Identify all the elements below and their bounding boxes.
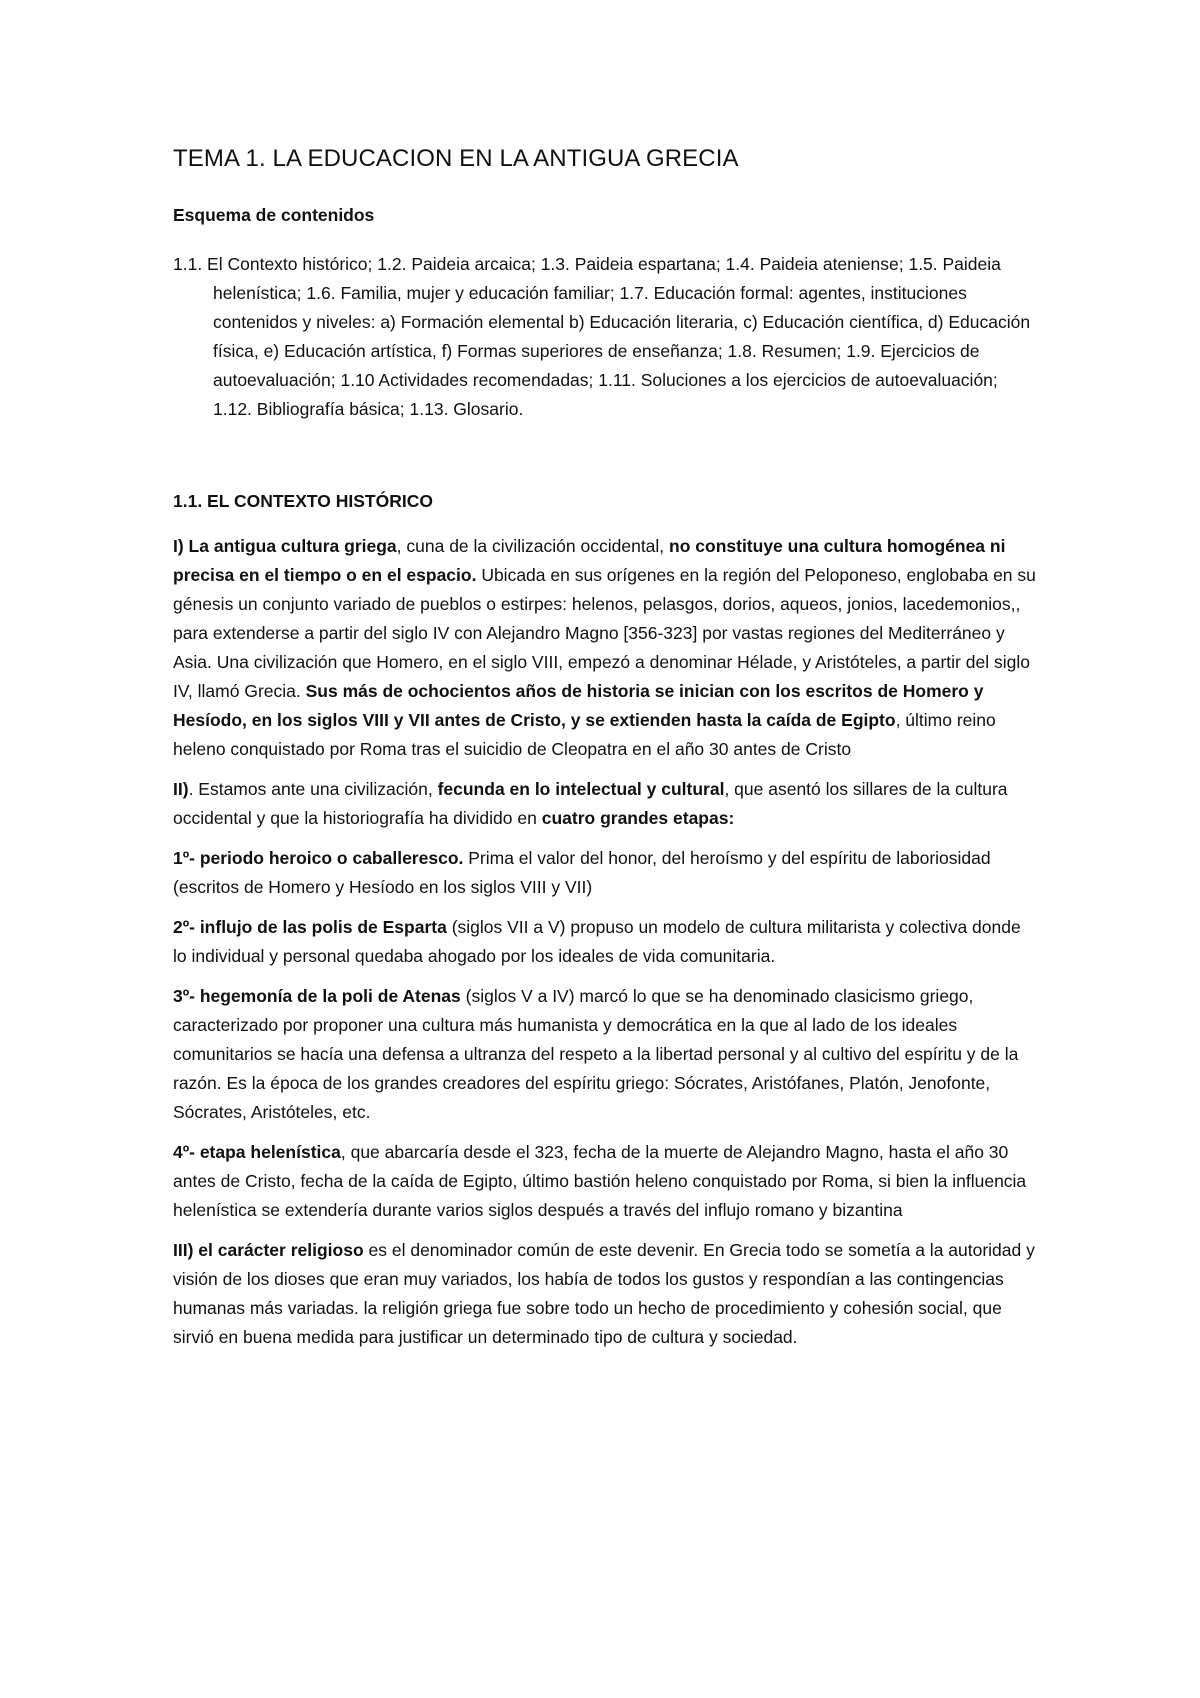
body-text: Prima el valor del honor, del heroísmo y del espíritu de laboriosidad (escritos de Homero y Hesíodo en los siglos VIII y VII) (173, 848, 991, 897)
document-title: TEMA 1. LA EDUCACION EN LA ANTIGUA GRECIA (173, 145, 739, 172)
paragraph-5 (173, 982, 1039, 1127)
bold-text: cuatro grandes etapas: (541, 808, 735, 828)
paragraph-2 (173, 775, 1039, 833)
paragraph-1 (173, 532, 1039, 764)
body-text: (siglos V a IV) marcó lo que se ha denominado clasicismo griego, caracterizado por proponer una cultura más humanista y democrática en la que al lado de los ideales comunitarios se hacía una defensa a ultranza del respeto a la libertad personal y al cultivo del espíritu y de la razón. Es la época de los grandes creadores del espíritu griego: Sócrates, Aristófanes, Platón, Jenofonte, Sócrates, Aristóteles, etc. (173, 986, 1019, 1122)
body-text: , que asentó los sillares de la cultura occidental y que la historiografía ha dividido en (173, 779, 1008, 828)
body-text: es el denominador común de este devenir. En Grecia todo se sometía a la autoridad y visión de los dioses que eran muy variados, los había de todos los gustos y respondían a las contingencias humanas más variadas. la religión griega fue sobre todo un hecho de procedimiento y cohesión social, que sirvió en buena medida para justificar un determinado tipo de cultura y sociedad. (173, 1240, 1035, 1347)
body-text: Ubicada en sus orígenes en la región del Peloponeso, englobaba en su génesis un conjunto variado de pueblos o estirpes: helenos, pelasgos, dorios, aqueos, jonios, lacedemonios,, para extenderse a partir del siglo IV con Alejandro Magno [356-323] por vastas regiones del Mediterráneo y Asia. Una civilización que Homero, en el siglo VIII, empezó a denominar Hélade, y Aristóteles, a partir del siglo IV, llamó Grecia. (173, 565, 1036, 701)
bold-text: I) La antigua cultura griega (173, 536, 397, 556)
body-text: , último reino heleno conquistado por Roma tras el suicidio de Cleopatra en el año 30 antes de Cristo (173, 710, 996, 759)
contents-scheme-heading: Esquema de contenidos (173, 205, 375, 225)
body-text: (siglos VII a V) propuso un modelo de cultura militarista y colectiva donde lo individual y personal quedaba ahogado por los ideales de vida comunitaria. (173, 917, 1021, 966)
document-page (173, 142, 1039, 1363)
bold-text: II) (173, 779, 189, 799)
body-text: , que abarcaría desde el 323, fecha de la muerte de Alejandro Magno, hasta el año 30 antes de Cristo, fecha de la caída de Egipto, último bastión heleno conquistado por Roma, si bien la influencia helenística se extendería durante varios siglos después a través del influjo romano y bizantina (173, 1142, 1027, 1220)
bold-text: no constituye una cultura homogénea ni precisa en el tiempo o en el espacio. (173, 536, 1006, 585)
paragraph-4 (173, 913, 1039, 971)
bold-text: 4º- etapa helenística (173, 1142, 341, 1162)
body-text: . Estamos ante una civilización, (188, 779, 438, 799)
body-text: , cuna de la civilización occidental, (396, 536, 670, 556)
bold-text: fecunda en lo intelectual y cultural (437, 779, 725, 799)
bold-text: 1º- periodo heroico o caballeresco. (173, 848, 464, 868)
paragraph-3 (173, 844, 1039, 902)
bold-text: 2º- influjo de las polis de Esparta (173, 917, 447, 937)
contents-list: 1.1. El Contexto histórico; 1.2. Paideia arcaica; 1.3. Paideia espartana; 1.4. Paideia ateniense; 1.5. Paideia helenística; 1.6. Familia, mujer y educación familiar; 1.7. Educación formal: agentes, instituciones contenidos y niveles: a) Formación elemental b) Educación literaria, c) Educación científica, d) Educación física, e) Educación artística, f) Formas superiores de enseñanza; 1.8. Resumen; 1.9. Ejercicios de autoevaluación; 1.10 Actividades recomendadas; 1.11. Soluciones a los ejercicios de autoevaluación; 1.12. Bibliografía básica; 1.13. Glosario. (173, 254, 1031, 419)
bold-text: Sus más de ochocientos años de historia se inician con los escritos de Homero y Hesíodo, en los siglos VIII y VII antes de Cristo, y se extienden hasta la caída de Egipto (173, 681, 984, 730)
bold-text: 3º- hegemonía de la poli de Atenas (173, 986, 461, 1006)
paragraph-6 (173, 1138, 1039, 1225)
section-heading: 1.1. EL CONTEXTO HISTÓRICO (173, 491, 433, 511)
bold-text: III) el carácter religioso (173, 1240, 364, 1260)
paragraph-7 (173, 1236, 1039, 1352)
